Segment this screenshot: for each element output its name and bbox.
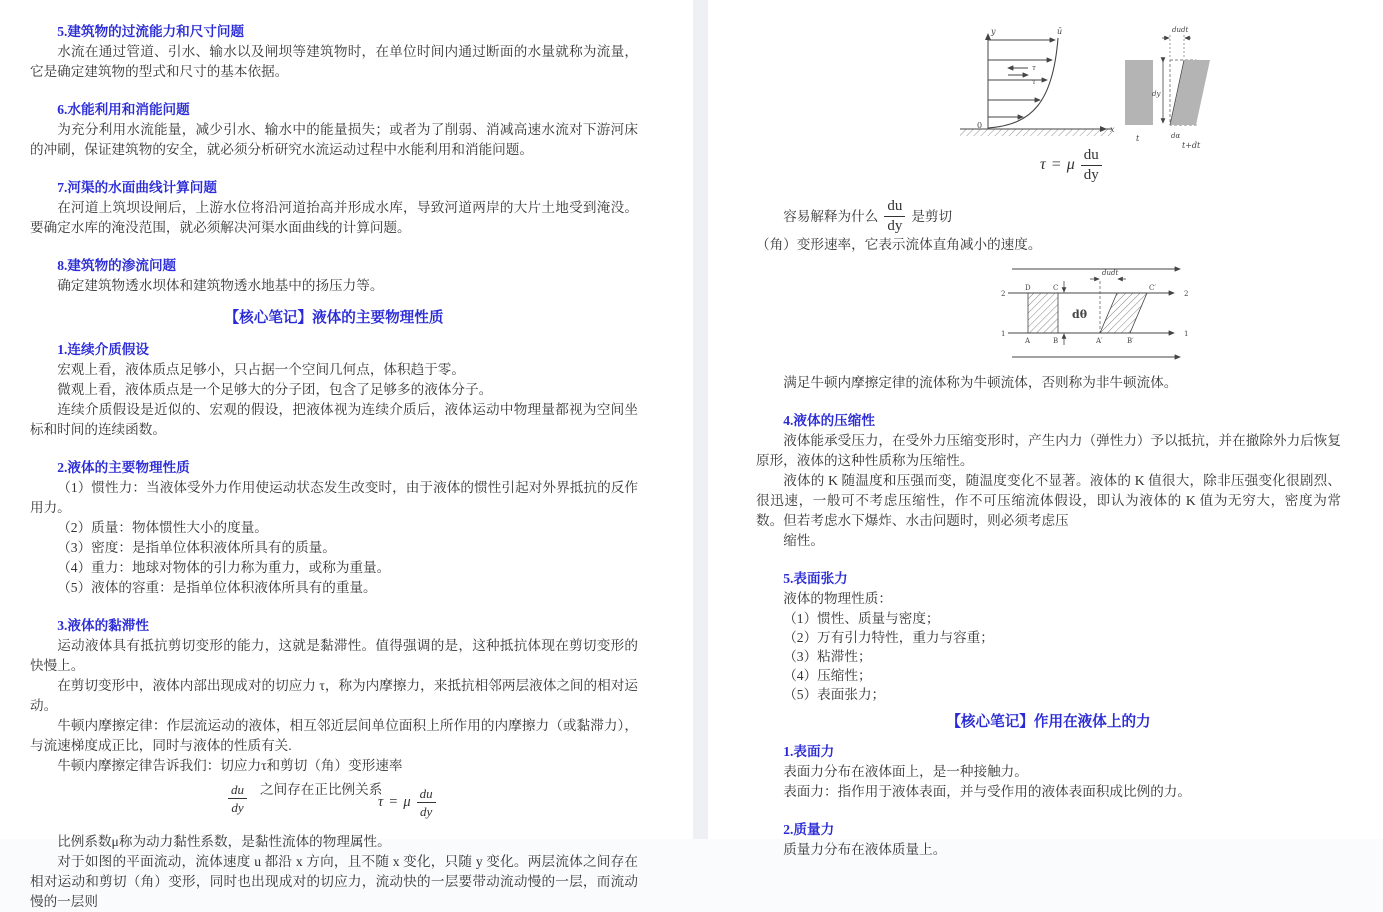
section-heading: 2.质量力 (783, 822, 835, 837)
fig1-dalpha-label: dα (1171, 132, 1181, 140)
list-item: （2）质量：物体惯性大小的度量。 (57, 520, 268, 535)
paragraph: 确定建筑物透水坝体和建筑物透水地基中的扬压力等。 (57, 278, 384, 293)
fig2-B-prime-label: B′ (1127, 337, 1134, 345)
list-item: （5）液体的容重：是指单位体积液体所具有的重量。 (57, 580, 377, 595)
paragraph: 缩性。 (783, 533, 824, 548)
list-item: （5）表面张力； (783, 687, 886, 702)
paragraph: 质量力分布在液体质量上。 (783, 842, 947, 857)
fig2-B-label: B (1053, 337, 1059, 345)
paragraph: 比例系数μ称为动力黏性系数，是黏性流体的物理属性。 (57, 834, 391, 849)
document-page-right (708, 0, 1383, 857)
core-note-heading: 【核心笔记】作用在液体上的力 (946, 714, 1151, 730)
list-item: （2）万有引力特性，重力与容重； (783, 630, 994, 645)
section-heading: 3.液体的黏滞性 (57, 618, 149, 633)
section-heading: 2.液体的主要物理性质 (57, 460, 190, 475)
paragraph: 为充分利用水流能量，减少引水、输水中的能量损失；或者为了削弱、消减高速水流对下游河床的冲刷，保证建筑物的安全，就必须分析研究水流运动过程中水能利用和消能问题。 (30, 122, 638, 157)
fig2-dtheta-label: dθ (1072, 308, 1088, 321)
paragraph: 对于如图的平面流动，流体速度 u 都沿 x 方向，且不随 x 变化，只随 y 变化。两层流体之间存在相对运动和剪切（角）变形，同时也出现成对的切应力，流动快的一层要带动流动慢的一层，而流动慢的一层则 (30, 854, 638, 909)
shear-deformation-figure (756, 263, 1341, 367)
list-item: （3）密度：是指单位体积液体所具有的质量。 (57, 540, 336, 555)
section-heading: 8.建筑物的渗流问题 (57, 258, 177, 273)
du-dy-fraction: $\frac{du}{dy}$ (417, 786, 436, 819)
explanation-line: 容易解释为什么 $\frac{du}{dy}$ 是剪切 (783, 198, 953, 234)
fig2-line1-right: 1 (1184, 330, 1189, 338)
velocity-profile-svg (960, 22, 1230, 150)
fig1-tau-lower-label: τ (1032, 78, 1036, 86)
fig1-y-axis-label: y (991, 27, 996, 36)
list-item: （4）重力：地球对物体的引力称为重力，或称为重量。 (57, 560, 391, 575)
paragraph: 在河道上筑坝设闸后，上游水位将沿河道抬高并形成水库，导致河道两岸的大片土地受到淹没。要确定水库的淹没范围，就必须解决河渠水面曲线的计算问题。 (30, 200, 638, 235)
section-heading: 1.表面力 (783, 744, 835, 759)
paragraph: 满足牛顿内摩擦定律的流体称为牛顿流体，否则称为非牛顿流体。 (783, 375, 1178, 390)
list-item: （3）粘滞性； (783, 649, 872, 664)
fig1-origin-label: 0 (977, 121, 983, 130)
fig1-dudt-label: dudt (1172, 26, 1189, 34)
section-heading: 6.水能利用和消能问题 (57, 102, 190, 117)
paragraph: 液体的物理性质： (783, 591, 892, 606)
paragraph: 宏观上看，液体质点足够小，只占据一个空间几何点，体积趋于零。 (57, 362, 465, 377)
paragraph: 牛顿内摩擦定律：作层流运动的液体，相互邻近层间单位面积上所作用的内摩擦力（或黏滞力），与流速梯度成正比，同时与液体的性质有关. (30, 718, 638, 753)
tau-equation: τ = μ $\frac{du}{dy}$ (378, 786, 436, 819)
formula-relation-text: 之间存在正比例关系 (260, 782, 383, 797)
paragraph: 表面力分布在液体面上，是一种接触力。 (783, 764, 1028, 779)
du-dy-fraction: $\frac{du}{dy}$ (228, 782, 247, 815)
fig1-tau-upper-label: τ (1032, 64, 1036, 72)
velocity-profile-figure (756, 22, 1341, 150)
fig1-dy-label: dy (1152, 90, 1161, 98)
fig1-t-dt-label: t+dt (1182, 141, 1201, 150)
du-dy-fraction: $\frac{du}{dy}$ (1081, 147, 1102, 184)
section-heading: 1.连续介质假设 (57, 342, 149, 357)
fig2-A-prime-label: A′ (1096, 337, 1103, 345)
paragraph: 液体的 K 随温度和压强而变，随温度变化不显著。液体的 K 值很大，除非压强变化很剧烈、很迅速，一般可不考虑压缩性，作不可压缩流体假设，即认为液体的 K 值为无穷大，密度为常数。但若考虑水下爆炸、水击问题时，则必须考虑压 (756, 473, 1341, 528)
section-heading: 4.液体的压缩性 (783, 413, 875, 428)
explanation-line: （角）变形速率，它表示流体直角减小的速度。 (756, 237, 1042, 252)
page-gutter (693, 0, 708, 839)
fig2-line2-right: 2 (1184, 290, 1189, 298)
newton-law-formula-row (30, 776, 638, 832)
paragraph: 微观上看，液体质点是一个足够大的分子团，包含了足够多的液体分子。 (57, 382, 493, 397)
paragraph: 运动液体具有抵抗剪切变形的能力，这就是黏滞性。值得强调的是，这种抵抗体现在剪切变形的快慢上。 (30, 638, 638, 673)
section-heading: 7.河渠的水面曲线计算问题 (57, 180, 217, 195)
paragraph: 液体能承受压力，在受外力压缩变形时，产生内力（弹性力）予以抵抗，并在撤除外力后恢复原形，液体的这种性质称为压缩性。 (756, 433, 1341, 468)
fig2-line1-left: 1 (1001, 330, 1006, 338)
list-item: （4）压缩性； (783, 668, 872, 683)
paragraph: 在剪切变形中，液体内部出现成对的切应力 τ，称为内摩擦力，来抵抗相邻两层液体之间的相对运动。 (30, 678, 638, 713)
document-page-left (0, 0, 693, 909)
fig2-A-label: A (1025, 337, 1031, 345)
fig2-C-prime-label: C′ (1149, 284, 1156, 292)
section-heading: 5.建筑物的过流能力和尺寸问题 (57, 24, 245, 39)
paragraph: 表面力：指作用于液体表面，并与受作用的液体表面积成比例的力。 (783, 784, 1191, 799)
fig1-u-bar-label: ū (1057, 27, 1063, 36)
paragraph: 牛顿内摩擦定律告诉我们：切应力τ和剪切（角）变形速率 (57, 758, 403, 773)
paragraph: 水流在通过管道、引水、输水以及闸坝等建筑物时，在单位时间内通过断面的水量就称为流量，它是确定建筑物的型式和尺寸的基本依据。 (30, 44, 638, 79)
fig2-C-label: C (1053, 284, 1059, 292)
section-heading: 5.表面张力 (783, 571, 848, 586)
list-item: （1）惯性、质量与密度； (783, 611, 940, 626)
paragraph: 连续介质假设是近似的、宏观的假设，把液体视为连续介质后，液体运动中物理量都视为空间坐标和时间的连续函数。 (30, 402, 638, 437)
list-item: （1）惯性力：当液体受外力作用使运动状态发生改变时，由于液体的惯性引起对外界抵抗的反作用力。 (30, 480, 638, 515)
fig2-line2-left: 2 (1001, 290, 1006, 298)
fig1-t-label: t (1136, 134, 1140, 143)
du-dy-fraction: $\frac{du}{dy}$ (884, 198, 905, 235)
fig1-x-axis-label: x (1110, 125, 1115, 134)
newton-law-display-formula: τ = μ $\frac{du}{dy}$ (1040, 146, 1341, 184)
shear-deformation-svg (1000, 263, 1192, 367)
core-note-heading: 【核心笔记】液体的主要物理性质 (224, 310, 444, 326)
fig2-D-label: D (1025, 284, 1031, 292)
fig2-dudt-label: dudt (1102, 269, 1119, 277)
